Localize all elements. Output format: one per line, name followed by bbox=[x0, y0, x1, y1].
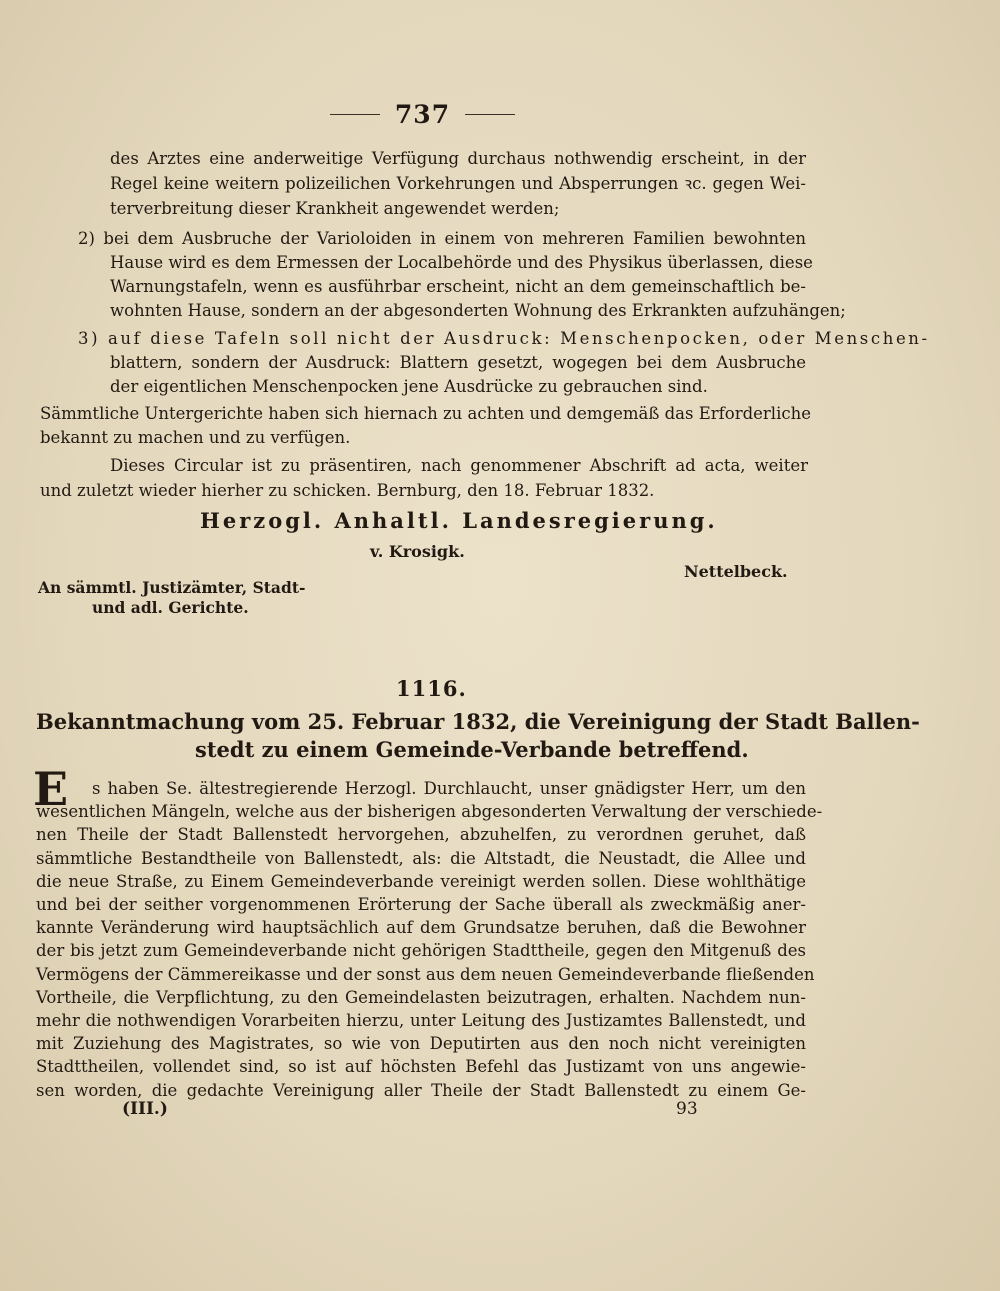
drop-cap: E bbox=[33, 762, 69, 816]
text-line: Regel keine weitern polizeilichen Vorkehrungen und Absperrungen ꝛc. gegen Wei- bbox=[110, 174, 806, 193]
text-line: mit Zuziehung des Magistrates, so wie von Deputirten aus den noch nicht vereinigten bbox=[36, 1034, 806, 1054]
list-item: 3) auf diese Tafeln soll nicht der Ausdruck: Menschenpocken, oder Menschen- bbox=[78, 329, 930, 348]
text-line: terverbreitung dieser Krankheit angewendet werden; bbox=[110, 199, 560, 218]
header-rule-left bbox=[330, 114, 380, 115]
text-line: blattern, sondern der Ausdruck: Blattern gesetzt, wogegen bei dem Ausbruche bbox=[110, 353, 806, 372]
ordinance-title: stedt zu einem Gemeinde-Verbande betreffend. bbox=[195, 737, 749, 762]
signer-name: v. Krosigk. bbox=[370, 542, 465, 561]
header-rule-right bbox=[465, 114, 515, 115]
text-line: sen worden, die gedachte Vereinigung aller Theile der Stadt Ballenstedt zu einem Ge- bbox=[36, 1080, 806, 1100]
page-number: 737 bbox=[394, 100, 451, 129]
ordinance-title: Bekanntmachung vom 25. Februar 1832, die Vereinigung der Stadt Ballen- bbox=[36, 709, 920, 734]
page-header bbox=[330, 100, 515, 129]
sheet-number: 93 bbox=[676, 1099, 698, 1119]
list-item: 2) bei dem Ausbruche der Varioloiden in einem von mehreren Familien bewohnten bbox=[78, 229, 806, 248]
text-line: die neue Straße, zu Einem Gemeindeverbande vereinigt werden sollen. Diese wohlthätige bbox=[36, 871, 806, 891]
text-line: kannte Veränderung wird hauptsächlich auf dem Grundsatze beruhen, daß die Bewohner bbox=[36, 918, 806, 938]
text-line: nen Theile der Stadt Ballenstedt hervorgehen, abzuhelfen, zu verordnen geruhet, daß bbox=[36, 825, 806, 845]
recipient-address: An sämmtl. Justizämter, Stadt- bbox=[38, 578, 306, 597]
text-line: wohnten Hause, sondern an der abgesonderten Wohnung des Erkrankten aufzuhängen; bbox=[110, 301, 846, 320]
text-line: bekannt zu machen und zu verfügen. bbox=[40, 428, 351, 447]
signer-name: Nettelbeck. bbox=[684, 562, 788, 581]
text-line: s haben Se. ältestregierende Herzogl. Durchlaucht, unser gnädigster Herr, um den bbox=[92, 779, 806, 798]
text-line: Dieses Circular ist zu präsentiren, nach genommener Abschrift ad acta, weiter bbox=[110, 456, 808, 475]
ordinance-number: 1116. bbox=[396, 676, 467, 701]
text-line: und bei der seither vorgenommenen Erörterung der Sache überall als zweckmäßig aner- bbox=[36, 895, 806, 914]
text-line: des Arztes eine anderweitige Verfügung durchaus nothwendig erscheint, in der bbox=[110, 149, 806, 168]
text-line: wesentlichen Mängeln, welche aus der bisherigen abgesonderten Verwaltung der verschiede- bbox=[36, 802, 823, 822]
text-line: der eigentlichen Menschenpocken jene Ausdrücke zu gebrauchen sind. bbox=[110, 377, 708, 396]
text-line: Stadttheilen, vollendet sind, so ist auf höchsten Befehl das Justizamt von uns angewie- bbox=[36, 1057, 806, 1077]
text-line: mehr die nothwendigen Vorarbeiten hierzu, unter Leitung des Justizamtes Ballenstedt, und bbox=[36, 1011, 806, 1030]
text-line: Sämmtliche Untergerichte haben sich hiernach zu achten und demgemäß das Erforderliche bbox=[40, 404, 811, 423]
text-line: Hause wird es dem Ermessen der Localbehörde und des Physikus überlassen, diese bbox=[110, 253, 813, 272]
text-line: der bis jetzt zum Gemeindeverbande nicht gehörigen Stadttheile, gegen den Mitgenuß des bbox=[36, 941, 806, 961]
issuing-authority: Herzogl. Anhaltl. Landesregierung. bbox=[200, 508, 718, 533]
recipient-address: und adl. Gerichte. bbox=[92, 598, 249, 617]
volume-marker: (III.) bbox=[122, 1099, 168, 1119]
text-line: Warnungstafeln, wenn es ausführbar erscheint, nicht an dem gemeinschaftlich be- bbox=[110, 277, 806, 296]
text-line: Vermögens der Cämmereikasse und der sonst aus dem neuen Gemeindeverbande fließenden bbox=[36, 964, 815, 984]
text-line: Vortheile, die Verpflichtung, zu den Gemeindelasten beizutragen, erhalten. Nachdem nun- bbox=[36, 987, 806, 1007]
text-line: und zuletzt wieder hierher zu schicken. Bernburg, den 18. Februar 1832. bbox=[40, 481, 655, 500]
text-line: sämmtliche Bestandtheile von Ballenstedt, als: die Altstadt, die Neustadt, die Allee und bbox=[36, 848, 806, 868]
